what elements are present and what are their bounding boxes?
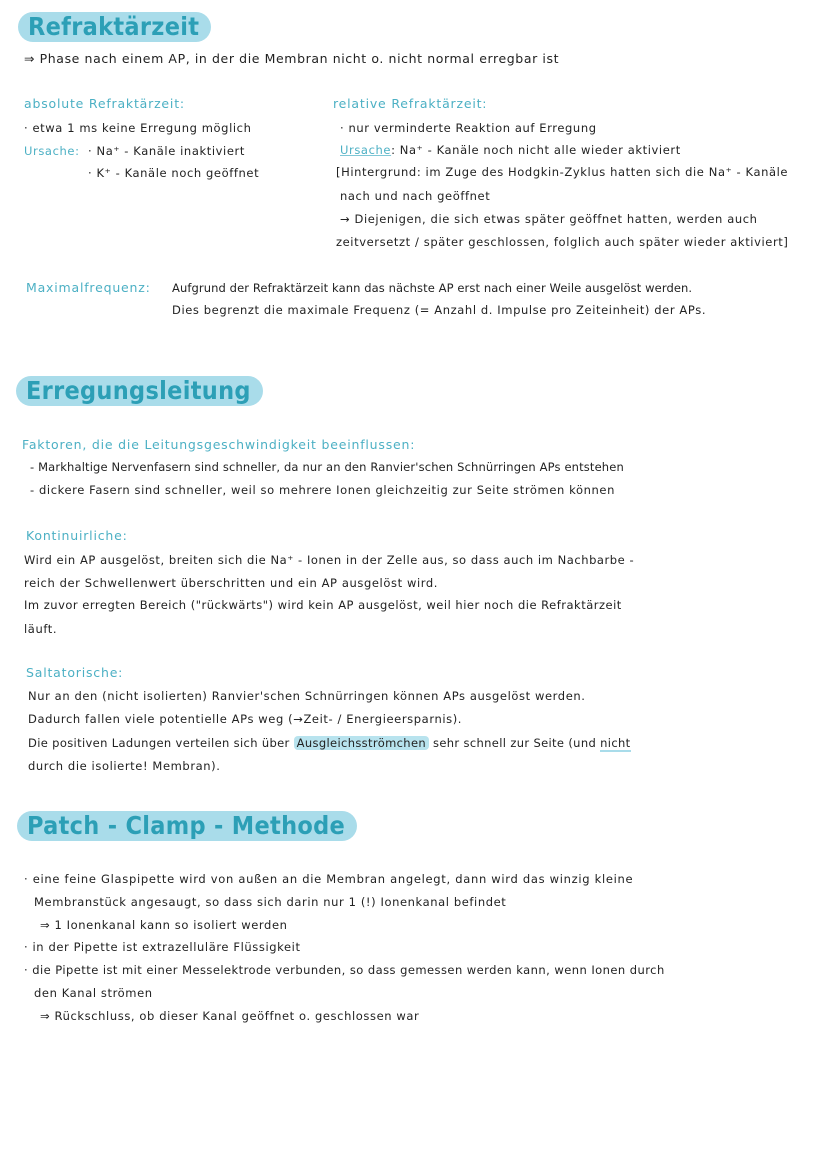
patch-line-1: · eine feine Glaspipette wird von außen an die Membran angelegt, dann wird das winzig kleine	[24, 872, 634, 886]
saltatorische-heading: Saltatorische:	[26, 665, 124, 680]
factors-heading: Faktoren, die die Leitungsgeschwindigkeit beeinflussen:	[22, 437, 416, 452]
patch-line-4: · in der Pipette ist extrazelluläre Flüssigkeit	[24, 940, 301, 954]
absolute-line-3: · K⁺ - Kanäle noch geöffnet	[88, 166, 260, 180]
heading-erregungsleitung: Erregungsleitung	[16, 376, 263, 406]
kontinuierliche-heading: Kontinuirliche:	[26, 528, 128, 543]
kontinuierliche-line-3: Im zuvor erregten Bereich ("rückwärts") wird kein AP ausgelöst, weil hier noch die Refraktärzeit	[24, 598, 622, 612]
kontinuierliche-line-1: Wird ein AP ausgelöst, breiten sich die Na⁺ - Ionen in der Zelle aus, so dass auch im Nachbarbe -	[24, 553, 635, 567]
heading-refraktaerzeit: Refraktärzeit	[18, 12, 211, 42]
relative-line-3: [Hintergrund: im Zuge des Hodgkin-Zyklus hatten sich die Na⁺ - Kanäle	[336, 165, 789, 179]
kontinuierliche-line-4: läuft.	[24, 622, 58, 636]
absolute-line-1: · etwa 1 ms keine Erregung möglich	[24, 121, 252, 135]
patch-line-3: ⇒ 1 Ionenkanal kann so isoliert werden	[40, 918, 288, 932]
saltatorische-line-2: Dadurch fallen viele potentielle APs weg (→Zeit- / Energieersparnis).	[28, 712, 463, 726]
kontinuierliche-line-2: reich der Schwellenwert überschritten und ein AP ausgelöst wird.	[24, 576, 439, 590]
saltatorische-line-3a: Die positiven Ladungen verteilen sich über	[28, 736, 290, 750]
saltatorische-line-3	[28, 736, 631, 750]
absolute-ursache-label: Ursache:	[24, 144, 80, 158]
relative-line-6: zeitversetzt / später geschlossen, folglich auch später wieder aktiviert]	[336, 235, 789, 249]
relative-line-4: nach und nach geöffnet	[340, 189, 491, 203]
maximalfrequenz-line-2: Dies begrenzt die maximale Frequenz (= Anzahl d. Impulse pro Zeiteinheit) der APs.	[172, 303, 707, 317]
patch-line-6: den Kanal strömen	[34, 986, 153, 1000]
factor-1: - Markhaltige Nervenfasern sind schneller, da nur an den Ranvier'schen Schnürringen APs entstehen	[30, 460, 624, 474]
maximalfrequenz-label: Maximalfrequenz:	[26, 280, 151, 295]
relative-ursache-text: : Na⁺ - Kanäle noch nicht alle wieder aktiviert	[391, 143, 681, 157]
relative-line-1: · nur verminderte Reaktion auf Erregung	[340, 121, 597, 135]
saltatorische-line-1: Nur an den (nicht isolierten) Ranvier'schen Schnürringen können APs ausgelöst werden.	[28, 689, 586, 703]
saltatorische-line-3b: sehr schnell zur Seite (und	[433, 736, 597, 750]
factor-2: - dickere Fasern sind schneller, weil so mehrere Ionen gleichzeitig zur Seite strömen können	[30, 483, 615, 497]
patch-line-7: ⇒ Rückschluss, ob dieser Kanal geöffnet o. geschlossen war	[40, 1009, 420, 1023]
relative-ursache-label: Ursache	[340, 143, 392, 157]
maximalfrequenz-line-1: Aufgrund der Refraktärzeit kann das nächste AP erst nach einer Weile ausgelöst werden.	[172, 281, 693, 295]
highlight-ausgleichsstroemchen: Ausgleichsströmchen	[294, 736, 429, 750]
definition-text: ⇒ Phase nach einem AP, in der die Membran nicht o. nicht normal erregbar ist	[24, 51, 560, 66]
relative-heading: relative Refraktärzeit:	[333, 96, 488, 111]
absolute-line-2: · Na⁺ - Kanäle inaktiviert	[88, 144, 245, 158]
patch-line-5: · die Pipette ist mit einer Messelektrode verbunden, so dass gemessen werden kann, wenn Ionen durch	[24, 963, 665, 977]
highlight-nicht: nicht	[600, 736, 631, 750]
heading-patch-clamp: Patch - Clamp - Methode	[17, 811, 357, 841]
saltatorische-line-4: durch die isolierte! Membran).	[28, 759, 221, 773]
absolute-heading: absolute Refraktärzeit:	[24, 96, 185, 111]
relative-line-5: → Diejenigen, die sich etwas später geöffnet hatten, werden auch	[340, 212, 758, 226]
relative-line-2	[340, 143, 681, 157]
patch-line-2: Membranstück angesaugt, so dass sich darin nur 1 (!) Ionenkanal befindet	[34, 895, 507, 909]
